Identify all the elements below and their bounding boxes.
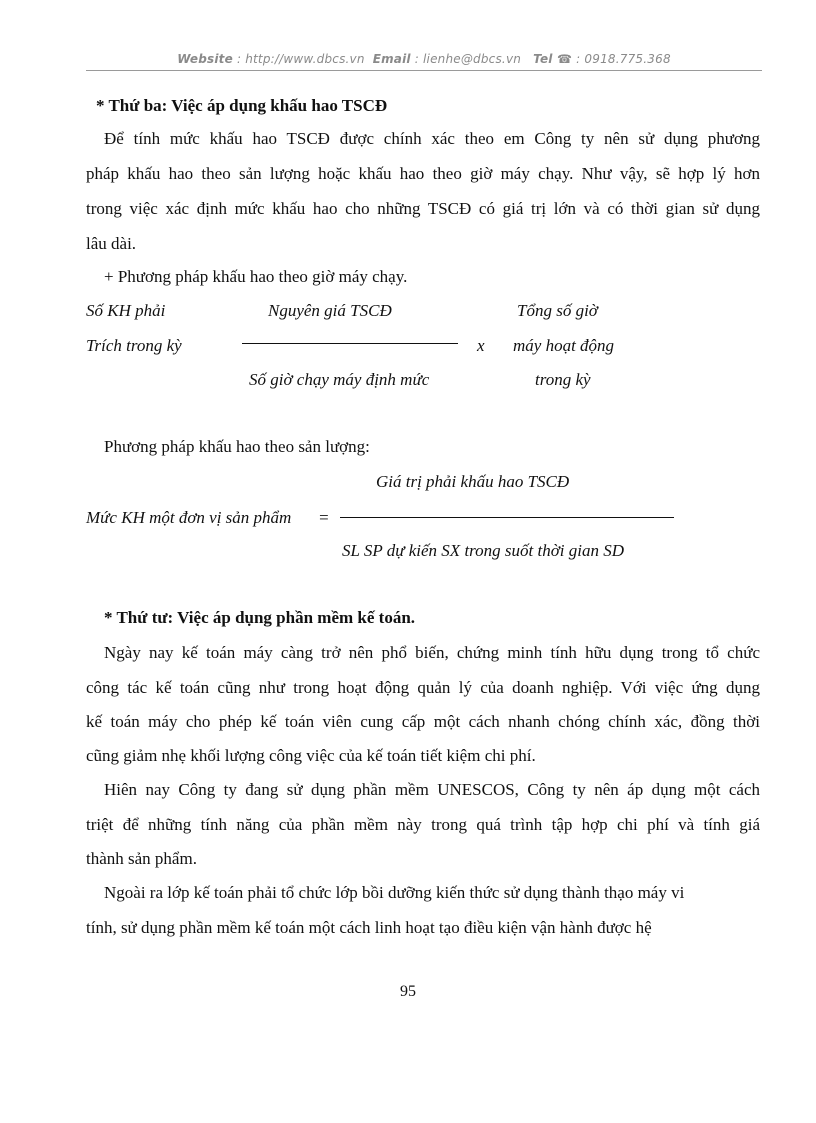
- paragraph-line: cũng giảm nhẹ khối lượng công việc của kế toán tiết kiệm chi phí.: [86, 746, 536, 765]
- formula1-rhs-line1: Tổng số giờ: [517, 301, 598, 320]
- section-heading-third: * Thứ ba: Việc áp dụng khấu hao TSCĐ: [96, 96, 388, 115]
- method-output-label: Phương pháp khấu hao theo sản lượng:: [104, 437, 370, 456]
- formula2-numerator: Giá trị phải khấu hao TSCĐ: [376, 472, 570, 491]
- paragraph-line: pháp khấu hao theo sản lượng hoặc khấu hao theo giờ máy chạy. Như vậy, sẽ hợp lý hơn: [86, 164, 760, 183]
- formula2-lhs: Mức KH một đơn vị sản phẩm: [86, 508, 292, 527]
- formula1-lhs-line2: Trích trong kỳ: [86, 336, 182, 355]
- header-email-value[interactable]: : lienhe@dbcs.vn: [414, 52, 522, 66]
- paragraph-line: kế toán máy cho phép kế toán viên cung cấp một cách nhanh chóng chính xác, đồng thời: [86, 712, 760, 731]
- header-email-label: Email: [372, 52, 411, 66]
- header-website-value[interactable]: : http://www.dbcs.vn: [236, 52, 365, 66]
- header-tel-label: Tel ☎: [533, 52, 573, 66]
- header-website-label: Website: [177, 52, 233, 66]
- formula1-fraction-bar: [242, 343, 458, 344]
- paragraph-line: trong việc xác định mức khấu hao cho những TSCĐ có giá trị lớn và có thời gian sử dụng: [86, 199, 760, 218]
- formula1-times-sign: x: [477, 336, 485, 355]
- formula1-rhs-line3: trong kỳ: [535, 370, 591, 389]
- paragraph-line: Ngoài ra lớp kế toán phải tổ chức lớp bồi dưỡng kiến thức sử dụng thành thạo máy vi: [104, 883, 685, 902]
- page-number: 95: [400, 983, 416, 1000]
- paragraph-line: triệt để những tính năng của phần mềm này trong quá trình tập hợp chi phí và tính giá: [86, 815, 760, 834]
- paragraph-line: Hiên nay Công ty đang sử dụng phần mềm UNESCOS, Công ty nên áp dụng một cách: [104, 780, 760, 799]
- paragraph-line: Ngày nay kế toán máy càng trở nên phổ biến, chứng minh tính hữu dụng trong tổ chức: [104, 643, 760, 662]
- formula2-equals-sign: =: [318, 508, 330, 527]
- paragraph-line: công tác kế toán cũng như trong hoạt động quản lý của doanh nghiệp. Với việc ứng dụng: [86, 678, 760, 697]
- method-hours-label: + Phương pháp khấu hao theo giờ máy chạy.: [104, 267, 408, 286]
- page-header: [86, 52, 762, 66]
- formula1-rhs-line2: máy hoạt động: [513, 336, 615, 355]
- formula2-fraction-bar: [340, 517, 674, 518]
- formula1-denominator: Số giờ chạy máy định mức: [249, 370, 430, 389]
- section-heading-fourth: * Thứ tư: Việc áp dụng phần mềm kế toán.: [104, 608, 416, 627]
- paragraph-line: thành sản phẩm.: [86, 849, 197, 868]
- paragraph-line: lâu dài.: [86, 234, 137, 253]
- header-divider: [86, 70, 762, 71]
- paragraph-line: tính, sử dụng phần mềm kế toán một cách linh hoạt tạo điều kiện vận hành được hệ: [86, 918, 652, 937]
- formula1-numerator: Nguyên giá TSCĐ: [268, 301, 392, 320]
- paragraph-line: Để tính mức khấu hao TSCĐ được chính xác theo em Công ty nên sử dụng phương: [104, 129, 760, 148]
- formula1-lhs-line1: Số KH phải: [86, 301, 166, 320]
- formula2-denominator: SL SP dự kiến SX trong suốt thời gian SD: [342, 541, 625, 560]
- header-tel-value: : 0918.775.368: [576, 52, 671, 66]
